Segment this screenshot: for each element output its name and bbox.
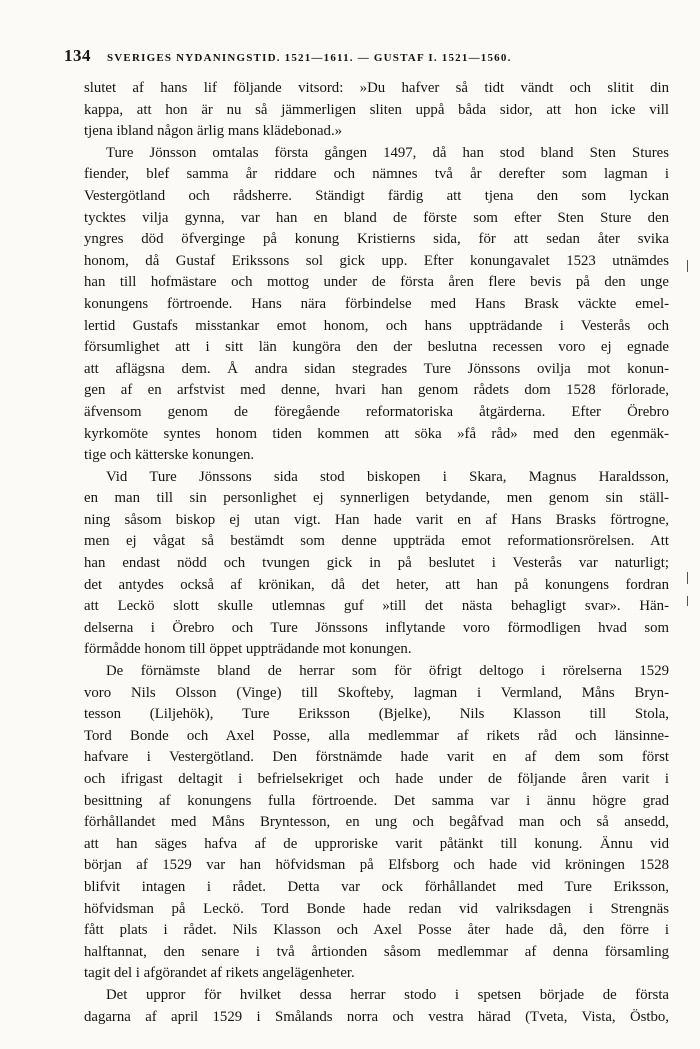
text-line: voro Nils Olsson (Vinge) till Skofteby, lagman i Vermland, Måns Bryn- — [84, 684, 669, 701]
text-line: Ture Jönsson omtalas första gången 1497, då han stod bland Sten Stures — [106, 144, 669, 161]
text-line: yngres död öfverginge på konung Kristierns sida, för att sedan åter svika — [84, 231, 669, 248]
text-line: förmådde honom till öppet uppträdande mot konungen. — [84, 641, 412, 658]
text-line: honom, då Gustaf Erikssons sol gick upp. Efter konungavalet 1523 utnämdes — [84, 252, 669, 269]
text-line: han till hofmästare och mottog under de första åren flere bevis på den unge — [84, 274, 669, 291]
page-header — [64, 46, 674, 68]
body-text — [84, 78, 669, 1028]
text-line: Tord Bonde och Axel Posse, alla medlemmar af rikets råd och länsinne- — [84, 727, 669, 744]
text-line: fått plats i rådet. Nils Klasson och Axel Posse åter hade då, den förre i — [84, 922, 669, 939]
text-line: gen af en arfstvist med denne, hvari han genom rådets dom 1528 förlorade, — [84, 382, 669, 399]
text-line: halftannat, den senare i två årtionden såsom medlemmar af denna församling — [84, 943, 669, 960]
text-line: besittning af konungens fulla förtroende. Det samma var i ännu högre grad — [84, 792, 669, 809]
text-line: konungens förtroende. Hans nära förbindelse med Hans Brask väckte emel- — [84, 295, 669, 312]
text-line: ning såsom biskop ej utan vigt. Han hade varit en af Hans Brasks förtrogne, — [84, 511, 669, 528]
margin-mark — [687, 596, 688, 606]
text-line: hafvare i Vestergötland. Den förstnämde hade varit en af dem som först — [84, 749, 669, 766]
text-line: det antydes också af krönikan, då det heter, att han på konungens fordran — [84, 576, 669, 593]
text-line: Det uppror för hvilket dessa herrar stodo i spetsen började de första — [106, 986, 669, 1003]
margin-mark — [687, 572, 688, 584]
text-line: förhållandet med Måns Bryntesson, en ung och begåfvad man och så ansedd, — [84, 814, 669, 831]
text-line: lertid Gustafs misstankar emot honom, och hans uppträdande i Vesterås och — [84, 317, 669, 334]
text-line: tige och kätterske konungen. — [84, 447, 255, 464]
text-line: delserna i Örebro och Ture Jönssons inflytande voro förmodligen hvad som — [84, 619, 669, 636]
text-line: äfvensom genom de föregående reformatoriska åtgärderna. Efter Örebro — [84, 403, 669, 420]
text-line: en man till sin personlighet ej synnerligen betydande, men genom sin ställ- — [84, 490, 669, 507]
text-line: att aflägsna dem. Å andra sidan stegrades Ture Jönssons ovilja mot konun- — [84, 360, 669, 377]
text-line: kappa, att hon är nu så jämmerligen sliten uppå båda sidor, att hon icke vill — [84, 101, 669, 118]
running-head: SVERIGES NYDANINGSTID. 1521—1611. — GUSTAF I. 1521—1560. — [106, 52, 512, 64]
text-line: början af 1529 var han höfvidsman på Elfsborg och hade vid kröningen 1528 — [84, 857, 669, 874]
text-line: dagarna af april 1529 i Smålands norra och vestra härad (Tveta, Vista, Östbo, — [84, 1008, 669, 1025]
text-line: Vestergötland och rådsherre. Ständigt färdig att tjena den som lyckan — [84, 187, 669, 204]
text-line: tagit del i afgörandet af rikets angelägenheter. — [84, 965, 355, 982]
text-line: höfvidsman på Leckö. Tord Bonde hade redan vid valriksdagen i Strengnäs — [84, 900, 669, 917]
text-line: fiender, blef samma år riddare och nämnes två år derefter som lagman i — [84, 166, 669, 183]
margin-mark — [687, 260, 688, 272]
text-line: att Leckö slott skulle utlemnas guf »till det nästa behagligt svar». Hän- — [84, 598, 669, 615]
text-line: försumlighet att i sitt län kungöra den der beslutna recessen voro ej egnade — [84, 339, 669, 356]
page-number: 134 — [64, 46, 91, 65]
text-line: han endast nödd och tvungen gick in på beslutet i Vesterås var naturligt; — [84, 555, 669, 572]
text-line: men ej vågat så bestämdt som denne uppträda emot reformationsrörelsen. Att — [84, 533, 669, 550]
text-line: blifvit intagen i rådet. Detta var ock förhållandet med Ture Eriksson, — [84, 878, 669, 895]
text-line: tjena ibland någon ärlig mans klädebonad.» — [84, 123, 343, 140]
text-line: att han säges hafva af de upproriske varit påtänkt till konung. Ännu vid — [84, 835, 669, 852]
text-line: tesson (Liljehök), Ture Eriksson (Bjelke), Nils Klasson till Stola, — [84, 706, 669, 723]
text-line: och ifrigast deltagit i befrielsekriget och hade under de följande åren varit i — [84, 771, 669, 787]
text-line: De förnämste bland de herrar som för öfrigt deltogo i rörelserna 1529 — [106, 663, 669, 680]
text-line: slutet af hans lif följande vitsord: »Du hafver så tidt vändt och slitit din — [84, 80, 669, 96]
text-line: tycktes vilja gynna, var han en bland de förste som efter Sten Sture den — [84, 209, 669, 226]
text-line: Vid Ture Jönssons sida stod biskopen i Skara, Magnus Haraldsson, — [106, 468, 669, 485]
text-line: kyrkomöte syntes honom tiden kommen att söka »få råd» med den egenmäk- — [84, 425, 669, 442]
